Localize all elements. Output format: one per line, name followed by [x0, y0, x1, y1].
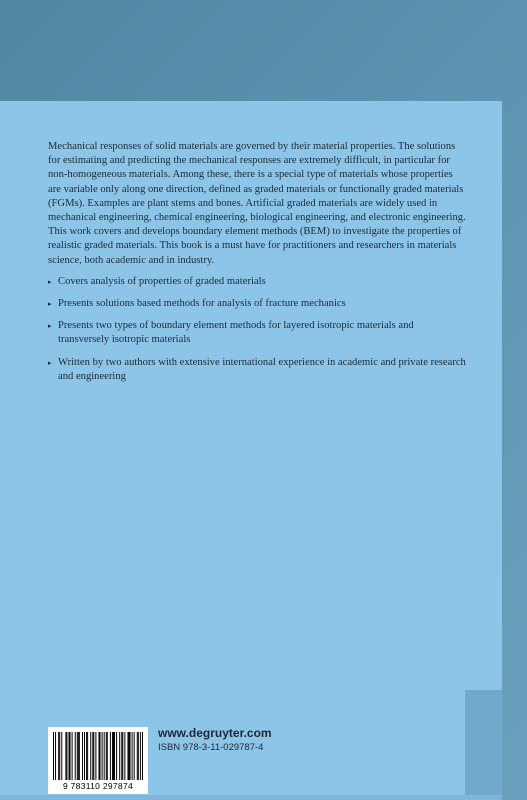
cover-bottom-strip — [0, 795, 502, 800]
barcode-bar — [66, 732, 67, 780]
feature-list — [48, 275, 466, 384]
barcode-bar — [70, 732, 71, 780]
barcode-bar — [127, 732, 128, 780]
barcode-bar — [86, 732, 87, 780]
isbn-barcode — [48, 727, 148, 794]
barcode-bar — [138, 732, 139, 780]
barcode-bar — [142, 732, 143, 780]
barcode-bar — [134, 732, 135, 780]
barcode-bar — [100, 732, 101, 780]
barcode-bar — [69, 732, 70, 780]
feature-text: Presents solutions based methods for analysis of fracture mechanics — [58, 298, 346, 310]
barcode-bar — [104, 732, 105, 780]
feature-text: Written by two authors with extensive international experience in academic and private research and engineering — [58, 356, 466, 382]
barcode-bar — [90, 732, 91, 780]
barcode-bar — [78, 732, 79, 780]
barcode-bar — [137, 732, 138, 780]
barcode-bar — [77, 732, 78, 780]
barcode-bar — [61, 732, 62, 780]
barcode-bars-icon — [53, 732, 143, 780]
barcode-bar — [72, 732, 73, 780]
barcode-bar — [107, 732, 108, 780]
barcode-bar — [113, 732, 114, 780]
barcode-bar — [140, 732, 141, 780]
barcode-bar — [121, 732, 122, 780]
barcode-bar — [122, 732, 123, 780]
barcode-bar — [132, 732, 133, 780]
barcode-bar — [65, 732, 66, 780]
cover-edge-strip — [465, 690, 502, 800]
barcode-bar — [87, 732, 88, 780]
barcode-bar — [75, 732, 76, 780]
barcode-bar — [79, 732, 80, 780]
bullet-triangle-icon: ▸ — [48, 322, 52, 331]
barcode-bar — [92, 732, 93, 780]
publisher-url[interactable]: www.degruyter.com — [158, 726, 272, 740]
bullet-triangle-icon: ▸ — [48, 300, 52, 309]
barcode-bar — [130, 732, 131, 780]
back-cover-text — [48, 140, 466, 392]
barcode-bar — [110, 732, 111, 780]
bullet-triangle-icon: ▸ — [48, 358, 52, 367]
barcode-bar — [124, 732, 125, 780]
barcode-bar — [59, 732, 60, 780]
feature-text: Presents two types of boundary element methods for layered isotropic materials and transversely isotropic materials — [58, 320, 414, 346]
barcode-bar — [53, 732, 54, 780]
barcode-digits: 9 783110 297874 — [62, 781, 134, 791]
bullet-triangle-icon: ▸ — [48, 277, 52, 286]
barcode-bar — [93, 732, 94, 780]
feature-item — [48, 356, 466, 384]
isbn-number: ISBN 978-3-11-029787-4 — [158, 742, 264, 753]
barcode-bar — [119, 732, 120, 780]
feature-item — [48, 297, 466, 311]
barcode-bar — [106, 732, 107, 780]
feature-item — [48, 275, 466, 289]
barcode-bar — [99, 732, 100, 780]
blurb-paragraph: Mechanical responses of solid materials are governed by their material properties. The solutions for estimating and predicting the mechanical responses are extremely difficult, in particular for non-homogeneous materials. Among these, there is a special type of materials whose properties are variable only along one direction, defined as graded materials or functionally graded materials (FGMs). Examples are plant stems and bones. Artificial graded materials are widely used in mechanical engineering, chemical engineering, biological engineering, and electronic engineering. This work covers and develops boundary element methods (BEM) to investigate the properties of realistic graded materials. This book is a must have for practitioners and researchers in materials science, both academic and in industry. — [48, 141, 466, 266]
barcode-bar — [95, 732, 96, 780]
barcode-bar — [55, 732, 56, 780]
barcode-bar — [84, 732, 85, 780]
feature-text: Covers analysis of properties of graded materials — [58, 275, 266, 287]
barcode-bar — [129, 732, 130, 780]
barcode-bar — [116, 732, 117, 780]
feature-item — [48, 319, 466, 347]
barcode-bar — [58, 732, 59, 780]
barcode-bar — [102, 732, 103, 780]
barcode-bar — [114, 732, 115, 780]
barcode-bar — [112, 732, 113, 780]
barcode-bar — [82, 732, 83, 780]
